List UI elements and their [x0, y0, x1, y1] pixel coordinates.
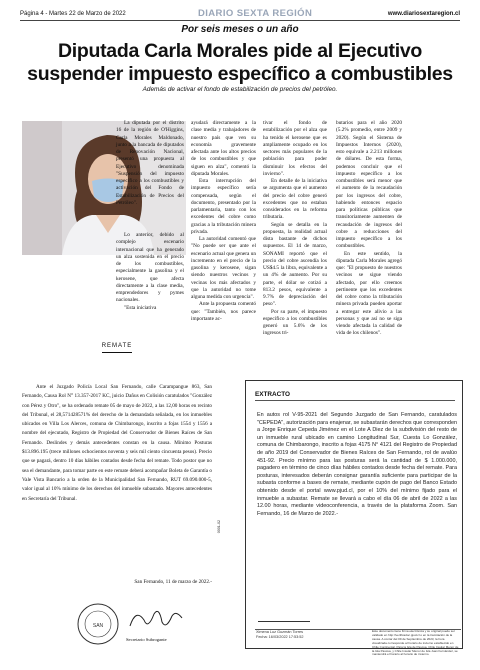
remate-body: Ante el Juzgado Policía Local San Fernando, calle Carampangue 863, San Fernando, Causa Rol N° 13.357-2017 KC, juicio Dañus en Colisión caratulados "González con Pérez y Otro", se ha ordenado remate 05 de mayo de 2022, a las 12,00 horas en recinto del Tribunal, el 28,571428571% del derecho de la demandada señalada, en los inmuebles ubicados en Villa Los Alerces, comuna de Chimbarongo, inscrito a fojas 1554 y 1556 a nombre del ejecutado, Registro de Propiedad del Conservador de Bienes Raíces de San Fernando. Deslindes y demás antecedentes constan en la causa. Mínimo Posturas $13.896.195 (trece millones ochocientos noventa y seis mil ciento cincuenta pesos). Precio que se pagará, dentro 10 días hábiles contados desde fecha del remate. Todo postor que no sea el demandante, para tomar parte en este remate deberá acompañar Boleta de Garantía o Vale Vista Bancario a la orden de la Municipalidad San Fernando, RUT 69.090.000-5, valor igual al 10% mínimo de los derechos del inmueble subastado. Mayores antecedentes en Secretaría del Tribunal.: [22, 384, 212, 502]
extracto-body: En autos rol V-95-2021 del Segundo Juzgado de San Fernando, caratulados "CEPEDA", autorización para enajenar, se subastarán derechos que corresponden a Jorge Enrique Cepeda Jiménez en el Lote A Diez de la subdivisión del resto de un inmueble rural ubicado en camino Longitudinal Sur, Cuesta Lo González, comuna de Chimbarongo, inscrito a fojas 4175 N° 4121 del Registro de Propiedad de año 2019 del Conservador de Bienes Raíces de San Fernando, rol de avalúo 451-92. Precio mínimo para las posturas será la cantidad de $ 1.000.000, pagadero en término de cinco días hábiles contados desde fecha del remate. Para posturas, interesados deberán consignar garantía suficiente para participar de la subasta conforme a bases de remate, mediante cupón de pago del Banco Estado obtenido desde el portal www.pjud.cl, por el 10% del mínimo fijado para el inmueble a subastar. Remate se llevará a cabo el día 06 de abril de 2022 a las 12.00 horas, mediante videoconferencia, a través de la plataforma Zoom. San Fernando, 16 de Marzo de 2022.-: [257, 412, 457, 517]
extracto-title: EXTRACTO: [255, 391, 291, 398]
article-paragraph: La diputada por el distrito 16 de la región de O'Higgins, Carla Morales Maldonado, junto a la bancada de diputados de Renovación Nacional, presentó una propuesta al Ejecutivo denominada "Suspensión del impuesto específico a los combustibles y activación del Fondo de Estabilización de Precios del Petróleo".: [116, 120, 184, 206]
article-paragraph: "Esta iniciativa: [124, 304, 157, 311]
article-paragraph: Por su parte, el impuesto específico a los combustibles generó un 5.6% de los ingresos tri-: [263, 308, 327, 337]
extracto-signer: [256, 630, 304, 640]
headline-line-2: suspender impuesto específico a combustibles: [27, 63, 453, 85]
article-paragraph: En detalle de la iniciativa se argumenta que el aumento del precio del cobre generó excedentes que no estaban considerados en la reforma tributaria.: [263, 178, 327, 221]
remate-date: San Fernando, 11 de marzo de 2022.-: [134, 579, 212, 585]
website: www.diariosextaregion.cl: [387, 11, 460, 17]
article-column-1: [116, 120, 184, 207]
extracto-legal-note: Este documento tiene firma electrónica y su original puede ser validado en http://verificadoc.pjud.cl o en la tramitación de la causa. A contar del 09 de Septiembre de 2023, la hora visualizada corresponde al horario de invierno establecido en Chile Continental. Para la Isla de Pascua, Chile Insular Menor de la Isla Pascua, y Chile Insular Menor de Isla Juan Fernández, se mantendrá el horario al horario de invierno.: [372, 629, 459, 657]
article-column-3: [263, 120, 327, 338]
article-paragraph: Lo anterior, debido al complejo escenario internacional que ha generado un alza sostenida en el precio de los combustibles, especialmente la gasolina y el kerosene, que afecta directamente a la clase media, emprendedores y pymes nacionales.: [116, 232, 184, 304]
signer-date: Fecha: 16/03/2022 17:53:52: [256, 635, 304, 639]
article-paragraph: butarios para el año 2020 (5.2% promedio, entre 2009 y 2020). Según el Sistema de Impuestos Internos (2020), esto equivale a 2.213 millones de dólares. De esta forma, podemos concluir que el impuesto específico a los combustibles será menor que el aumento de la recaudación por los ingresos del cobre, habiendo entonces espacio para políticas públicas que transitoriamente aumenten de recaudación de ingresos del cobre a reducciones del impuesto específico a los combustibles.: [336, 120, 402, 250]
article-column-4: [336, 120, 402, 338]
article-paragraph: La autoridad comentó que "No puede ser que ante el escenario actual que genera un incremento en el precio de la gasolina y kerosene, sigan siendo nuestros vecinos y vecinas los más afectados y que la autoridad no tome alguna medida con urgencia".: [191, 236, 256, 300]
header-rule: [20, 20, 460, 21]
article-paragraph: tivar el fondo de estabilización por el alza que ha tenido el kerosene que es ampliamente ocupado en los sectores más populares de la población para poder disminuir los efectos del invierno".: [263, 120, 327, 177]
remate-title: REMATE: [22, 342, 212, 353]
article-paragraph: Esta interrupción del impuesto específico sería compensada, según el documento, presentado por la parlamentaria, tanto con los excedentes del cobre como gracias a la tributación minera privada.: [191, 178, 256, 235]
signer-name: Ximena Luz Guzmán Torres: [256, 630, 303, 634]
headline-line-1: Diputada Carla Morales pide al Ejecutivo: [57, 40, 423, 62]
svg-text:SAN: SAN: [92, 623, 104, 629]
article-paragraph: En este sentido, la diputada Carla Morales agregó que: "El propuesto de nuestros vecinos se sigue viendo afectado, por ello creemos pertinente que los excedentes del cobre como la tributación minera privada pueden aportar a entregar este alivio a las personas y que así no se siga viendo afectada la calidad de vida de los chilenos".: [336, 250, 402, 337]
page-header: [20, 6, 460, 22]
article-column-1b: [116, 232, 184, 312]
signature-role: Secretario Subrogante: [126, 637, 167, 642]
page-date: Página 4 - Martes 22 de Marzo de 2022: [20, 11, 126, 17]
article-paragraph: Según se detalla en la propuesta, la realidad actual dista bastante de dichos supuestos. El 14 de marzo, SONAMI reportó que el precio del cobre ascendía los US$4.5 la libra, equivalente a un 4% de aumento. Por su parte, el dólar se cotizó a 813.2 pesos, equivalente a 9.7% de depreciación del peso".: [263, 221, 327, 308]
article-paragraph: ayudará directamente a la clase media y trabajadores de nuestro país que ven su economía gravemente afectada ante los altos precios de los combustibles y que siguen en alza", comentó la diputada Morales.: [191, 120, 256, 177]
article-column-2: [191, 120, 256, 323]
extracto-title-rule: [255, 400, 455, 401]
handwritten-signature: [126, 604, 190, 634]
article-kicker: Por seis meses o un año: [181, 24, 299, 35]
court-stamp: [76, 602, 120, 646]
vertical-ad-code: 0001-02: [217, 520, 221, 534]
extracto-signature-line: [258, 621, 310, 622]
masthead: DIARIO SEXTA REGIÓN: [198, 8, 313, 19]
article-subtitle: Además de activar el fondo de estabilización de precios del petróleo.: [142, 86, 338, 93]
article-paragraph: Ante la propuesta comentó que: "También, nos parece importante ac-: [191, 301, 256, 322]
remate-notice: [22, 342, 212, 648]
